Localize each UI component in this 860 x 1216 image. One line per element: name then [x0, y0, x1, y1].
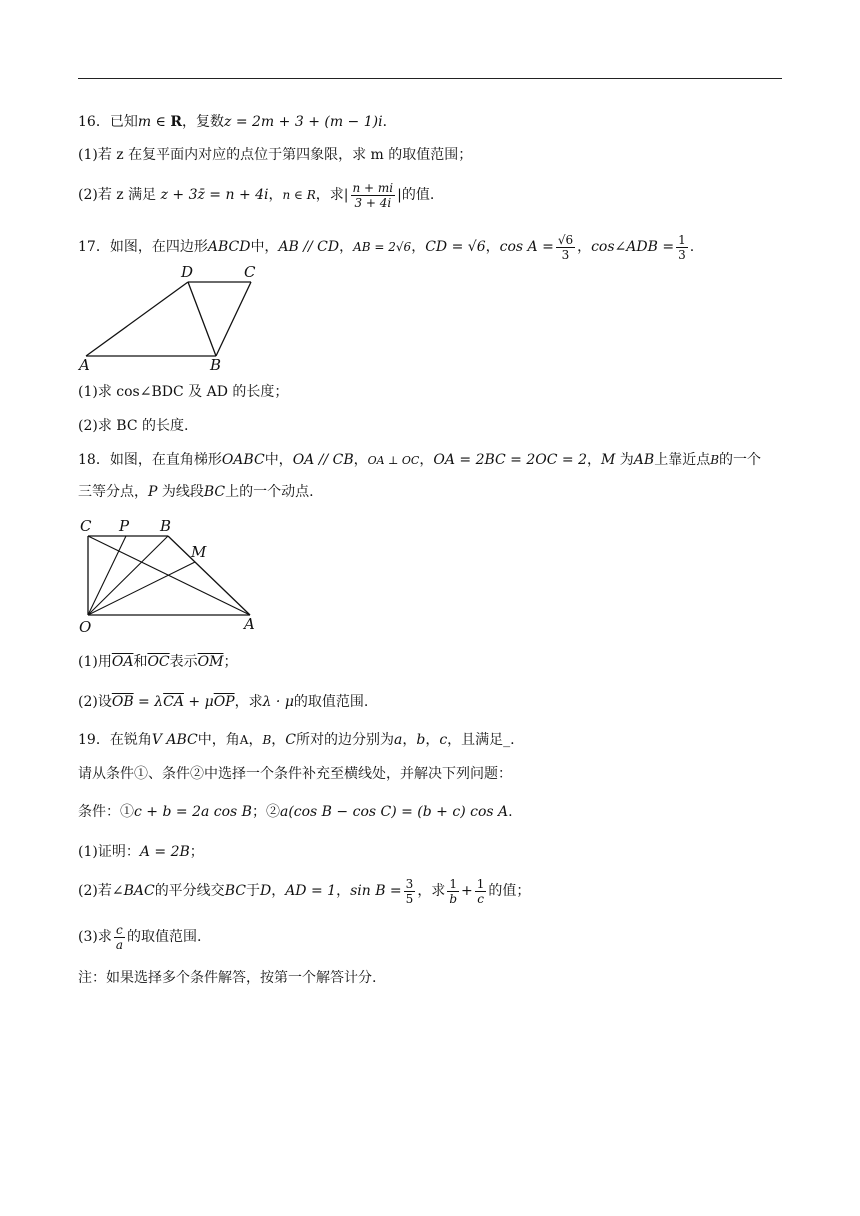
text: 所对的边分别为 — [295, 732, 394, 748]
edge-cb — [216, 282, 251, 356]
text: . — [508, 804, 513, 820]
numerator: 1 — [476, 876, 485, 891]
label-a: A — [79, 356, 90, 374]
label-a: A — [244, 615, 255, 633]
text: ， — [577, 239, 592, 255]
q19-conditions — [78, 802, 513, 822]
text: 上靠近点 — [654, 452, 711, 468]
text: ， — [485, 239, 500, 255]
text: ，复数 — [182, 114, 225, 130]
text: 的取值范围. — [127, 929, 202, 945]
label-b: B — [210, 356, 222, 374]
math: P — [148, 484, 158, 500]
text: ，求 — [234, 694, 263, 710]
math: ∠BAC — [111, 883, 155, 899]
q19-stem — [78, 730, 515, 750]
text: ， — [587, 452, 601, 468]
text: ． — [382, 114, 397, 130]
text: (3)求 — [78, 929, 112, 945]
q18-figure — [74, 515, 264, 637]
text: ，求| — [315, 187, 349, 203]
segment-om — [88, 562, 195, 615]
label-p: P — [119, 517, 130, 535]
math: OA // CB — [292, 452, 354, 468]
math: z = 2m + 3 + (m − 1)i — [224, 114, 383, 130]
text: 中， — [264, 452, 293, 468]
fraction — [114, 923, 125, 952]
segment-op — [88, 536, 126, 615]
text: 上的一个动点. — [225, 484, 314, 500]
text: . — [689, 239, 695, 255]
q19-instruction: 请从条件①、条件②中选择一个条件补充至横线处，并解决下列问题： — [78, 766, 512, 782]
math: n ∈ R — [282, 188, 316, 202]
text: 为线段 — [161, 484, 204, 500]
text: 的一个 — [719, 452, 762, 468]
fraction — [556, 233, 575, 262]
vector: $\overline{OC}$ — [147, 654, 170, 670]
math: + μ — [183, 694, 214, 710]
math: z + 3z̄ = n + 4i — [160, 187, 269, 203]
denominator: 3 — [556, 247, 575, 262]
text: ； — [223, 654, 238, 670]
math: A — [239, 733, 249, 747]
vector: $\overline{OM}$ — [197, 654, 224, 670]
q16-part2 — [78, 178, 434, 212]
numerator: c — [116, 922, 123, 937]
text: 条件：① — [78, 804, 134, 820]
header-rule — [78, 78, 782, 79]
text: 三等分点， — [78, 484, 148, 500]
label-c: C — [80, 517, 92, 535]
numerator: n + mi — [352, 180, 394, 195]
q19-part3 — [78, 920, 201, 954]
edge-db — [188, 282, 216, 356]
q16-stem — [78, 112, 397, 132]
text: 表示 — [169, 654, 198, 670]
math: cos∠ADB = — [591, 239, 675, 255]
text: |的值. — [397, 187, 435, 203]
text: (2)设 — [78, 694, 112, 710]
text: 19．在锐角 — [78, 732, 152, 748]
math: R — [170, 114, 183, 130]
q18-part2 — [78, 692, 368, 712]
math: ABCD — [207, 239, 251, 255]
text: (2)若 — [78, 883, 112, 899]
math: = λ — [133, 694, 164, 710]
text: 18．如图，在直角梯形 — [78, 452, 222, 468]
edge-ad — [86, 282, 188, 356]
vector: $\overline{CA}$ — [163, 694, 184, 710]
math: λ · μ — [262, 694, 294, 710]
math: a(cos B − cos C) = (b + c) cos A — [279, 804, 509, 820]
q19-part2 — [78, 874, 530, 908]
text: 的取值范围. — [293, 694, 369, 710]
text: (1)证明： — [78, 844, 140, 860]
denominator: 3 + 4i — [351, 195, 396, 210]
denominator: a — [115, 937, 123, 952]
label-b: B — [160, 517, 172, 535]
text: ，求 — [417, 883, 446, 899]
numerator: 1 — [678, 232, 686, 247]
math: c + b = 2a cos B — [134, 804, 252, 820]
math: A = 2B — [139, 844, 190, 860]
math: a — [393, 732, 403, 748]
math: m ∈ — [137, 114, 171, 130]
denominator: c — [475, 891, 487, 906]
text: ， — [425, 732, 440, 748]
text: ， — [271, 732, 286, 748]
math: OABC — [221, 452, 265, 468]
math: OA = 2BC = 2OC = 2 — [433, 452, 587, 468]
q19-note: 注：如果选择多个条件解答，按第一个解答计分. — [78, 970, 377, 986]
q17-figure — [76, 262, 266, 374]
q17-stem — [78, 228, 694, 266]
text: ， — [402, 732, 417, 748]
label-c: C — [244, 263, 256, 281]
math: CD = √6 — [425, 239, 486, 255]
denominator: 3 — [678, 247, 686, 262]
fraction — [404, 877, 416, 906]
math: B — [262, 733, 272, 747]
text: ， — [353, 452, 368, 468]
text: ，且满足_. — [447, 732, 515, 748]
text: 16．已知 — [78, 114, 138, 130]
text: + — [461, 883, 473, 899]
text: ， — [339, 239, 354, 255]
text: ， — [271, 883, 286, 899]
math: BC — [203, 484, 226, 500]
text: 中，角 — [197, 732, 240, 748]
q18-part1 — [78, 652, 237, 672]
math: V ABC — [151, 732, 198, 748]
math: M — [601, 452, 616, 468]
text: ， — [268, 187, 283, 203]
text: 的值； — [488, 883, 531, 899]
q17-part1: (1)求 cos∠BDC 及 AD 的长度； — [78, 384, 289, 400]
text: (2)若 z 满足 — [78, 187, 157, 203]
math: AB = 2√6 — [353, 240, 412, 254]
q17-part2: (2)求 BC 的长度. — [78, 418, 189, 434]
text: ， — [336, 883, 351, 899]
numerator: √6 — [557, 232, 574, 247]
math: B — [710, 453, 720, 467]
fraction — [676, 233, 688, 262]
text: ； — [189, 844, 204, 860]
segment-ob — [88, 536, 168, 615]
math: AB — [633, 452, 655, 468]
math: c — [439, 732, 448, 748]
math: AB // CD — [278, 239, 340, 255]
text: 和 — [133, 654, 148, 670]
math: cos A = — [499, 239, 554, 255]
denominator: 5 — [405, 891, 414, 906]
vector: $\overline{OB}$ — [111, 694, 134, 710]
label-o: O — [79, 618, 92, 636]
text: ， — [419, 452, 434, 468]
numerator: 3 — [405, 876, 414, 891]
math: OA ⊥ OC — [367, 454, 420, 467]
math: C — [285, 732, 296, 748]
q18-stem-line1 — [78, 450, 761, 471]
math: b — [416, 732, 426, 748]
text: ；② — [251, 804, 280, 820]
math: AD = 1 — [285, 883, 337, 899]
text: 中， — [250, 239, 279, 255]
q18-stem-line2 — [78, 482, 314, 502]
q16-part1: (1)若 z 在复平面内对应的点位于第四象限，求 m 的取值范围； — [78, 147, 473, 163]
vector: $\overline{OP}$ — [213, 694, 235, 710]
fraction — [447, 877, 459, 906]
numerator: 1 — [449, 876, 457, 891]
text: 为 — [619, 452, 634, 468]
fraction — [351, 181, 396, 210]
denominator: b — [449, 891, 457, 906]
text: ， — [411, 239, 426, 255]
math: D — [259, 883, 272, 899]
math: sin B = — [350, 883, 402, 899]
vector: $\overline{OA}$ — [111, 654, 134, 670]
edge-ba — [168, 536, 250, 615]
math: BC — [224, 883, 246, 899]
q19-part1 — [78, 842, 204, 862]
text: 的平分线交 — [154, 883, 225, 899]
text: 17．如图，在四边形 — [78, 239, 208, 255]
text: ， — [248, 732, 263, 748]
text: 于 — [245, 883, 260, 899]
text: (1)用 — [78, 654, 112, 670]
label-m: M — [191, 543, 207, 561]
fraction — [475, 877, 487, 906]
label-d: D — [181, 263, 194, 281]
